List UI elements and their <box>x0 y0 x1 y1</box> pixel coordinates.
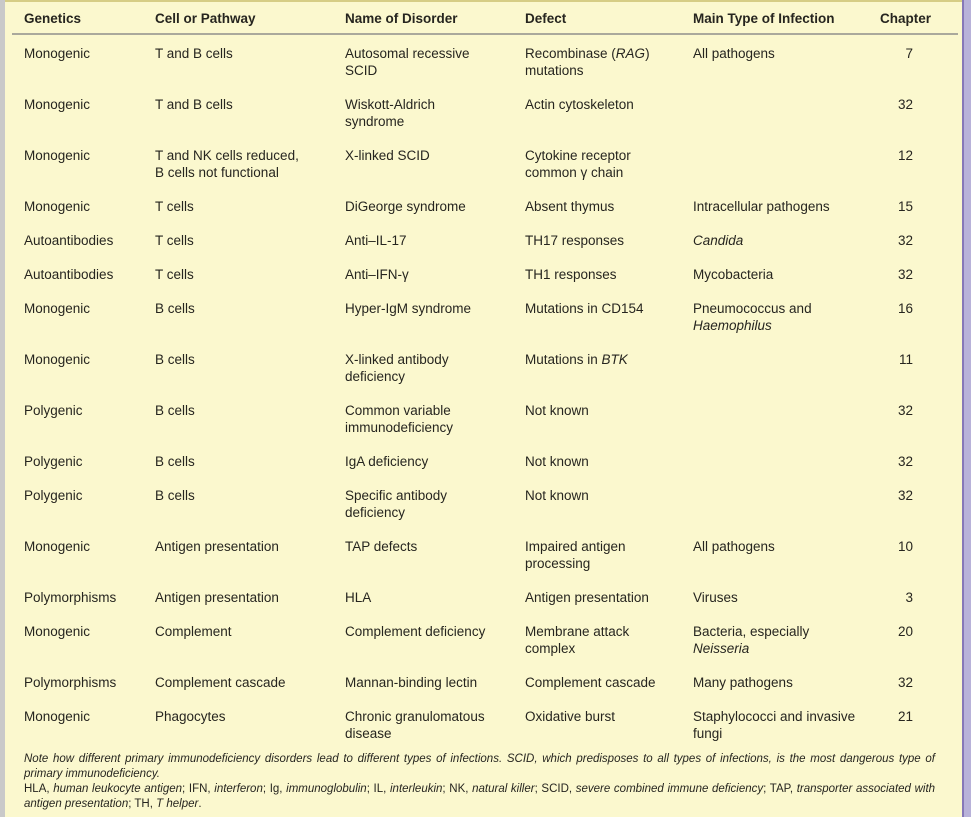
cell-genetics <box>12 436 155 470</box>
cell-line: Impaired antigen <box>525 539 626 554</box>
cell-line: Monogenic <box>24 148 91 163</box>
cell-disorder <box>345 249 525 283</box>
cell-cell-or-pathway <box>155 657 345 691</box>
cell-line: Pneumococcus and <box>693 301 812 316</box>
cell-line: Recombinase (RAG) <box>525 46 650 61</box>
cell-line: Antigen presentation <box>155 539 279 554</box>
cell-line: X-linked antibody <box>345 352 449 367</box>
cell-disorder <box>345 385 525 436</box>
cell-line: SCID <box>345 63 378 78</box>
italic-text: human leukocyte antigen <box>53 783 183 795</box>
immunodeficiency-disorders-table <box>12 2 958 742</box>
cell-infection <box>693 572 880 606</box>
table-row <box>12 215 958 249</box>
cell-defect <box>525 181 693 215</box>
cell-genetics <box>12 249 155 283</box>
cell-infection <box>693 79 880 130</box>
cell-genetics <box>12 34 155 79</box>
cell-chapter: 20 <box>897 624 913 639</box>
cell-chapter: 32 <box>897 488 913 503</box>
cell-genetics <box>12 606 155 657</box>
page-right-edge <box>962 0 971 817</box>
cell-cell-or-pathway <box>155 385 345 436</box>
table-row <box>12 79 958 130</box>
column-header-name-of-disorder: Name of Disorder <box>345 2 525 34</box>
cell-line: Common variable <box>345 403 451 418</box>
cell-line: DiGeorge syndrome <box>345 199 466 214</box>
italic-text: T helper <box>156 798 199 810</box>
cell-line: deficiency <box>345 505 406 520</box>
cell-line: T and B cells <box>155 46 233 61</box>
cell-cell-or-pathway <box>155 572 345 606</box>
column-header-main-type-of-infection: Main Type of Infection <box>693 2 880 34</box>
table-row <box>12 470 958 521</box>
cell-genetics <box>12 79 155 130</box>
cell-defect <box>525 436 693 470</box>
cell-line: Not known <box>525 488 589 503</box>
cell-defect <box>525 249 693 283</box>
cell-line: Monogenic <box>24 97 91 112</box>
cell-line: Cytokine receptor <box>525 148 631 163</box>
cell-line: All pathogens <box>693 46 775 61</box>
cell-line: T cells <box>155 199 194 214</box>
cell-disorder <box>345 215 525 249</box>
cell-defect <box>525 34 693 79</box>
cell-infection <box>693 249 880 283</box>
table-row <box>12 249 958 283</box>
cell-line: Phagocytes <box>155 709 226 724</box>
cell-line: Specific antibody <box>345 488 448 503</box>
cell-line: Mannan-binding lectin <box>345 675 478 690</box>
cell-line: Not known <box>525 454 589 469</box>
cell-line: Hyper-IgM syndrome <box>345 301 472 316</box>
table-row <box>12 657 958 691</box>
cell-chapter: 15 <box>897 199 913 214</box>
cell-line <box>693 640 870 657</box>
cell-line: Complement cascade <box>155 675 286 690</box>
cell-line: T cells <box>155 267 194 282</box>
cell-infection <box>693 691 880 742</box>
cell-disorder <box>345 436 525 470</box>
cell-defect <box>525 215 693 249</box>
cell-line: syndrome <box>345 114 405 129</box>
cell-line: B cells <box>155 301 195 316</box>
cell-infection <box>693 283 880 334</box>
cell-line: Monogenic <box>24 46 91 61</box>
table-body <box>12 34 958 742</box>
cell-line: disease <box>345 726 392 741</box>
cell-line: Anti–IFN-γ <box>345 267 409 282</box>
table-row <box>12 606 958 657</box>
cell-line: Intracellular pathogens <box>693 199 830 214</box>
italic-text: Neisseria <box>693 641 750 656</box>
cell-disorder <box>345 181 525 215</box>
cell-disorder <box>345 34 525 79</box>
table-row <box>12 691 958 742</box>
cell-line: TH1 responses <box>525 267 617 282</box>
cell-line: processing <box>525 556 591 571</box>
cell-line: Monogenic <box>24 709 91 724</box>
cell-infection <box>693 436 880 470</box>
cell-disorder <box>345 79 525 130</box>
cell-infection <box>693 657 880 691</box>
cell-line: Bacteria, especially <box>693 624 810 639</box>
cell-genetics <box>12 130 155 181</box>
cell-line: X-linked SCID <box>345 148 430 163</box>
italic-text: interleukin <box>390 783 443 795</box>
cell-genetics <box>12 470 155 521</box>
cell-disorder <box>345 691 525 742</box>
italic-text: severe combined immune deficiency <box>575 783 764 795</box>
italic-text: Haemophilus <box>693 318 772 333</box>
cell-line: Not known <box>525 403 589 418</box>
cell-chapter: 21 <box>897 709 913 724</box>
cell-chapter: 32 <box>897 267 913 282</box>
cell-infection <box>693 470 880 521</box>
cell-line: Actin cytoskeleton <box>525 97 634 112</box>
cell-cell-or-pathway <box>155 334 345 385</box>
cell-defect <box>525 283 693 334</box>
cell-disorder <box>345 606 525 657</box>
cell-cell-or-pathway <box>155 34 345 79</box>
cell-defect <box>525 691 693 742</box>
cell-line: Oxidative burst <box>525 709 616 724</box>
column-header-chapter: Chapter <box>880 2 958 34</box>
cell-disorder <box>345 657 525 691</box>
cell-genetics <box>12 334 155 385</box>
italic-text: RAG <box>615 46 646 61</box>
cell-line: Absent thymus <box>525 199 615 214</box>
cell-cell-or-pathway <box>155 79 345 130</box>
cell-genetics <box>12 521 155 572</box>
footnote-general-note: Note how different primary immunodeficiency disorders lead to different types of infections. SCID, which predisposes to all types of infections, is the most dangerous type of primary immunodeficiency. <box>24 753 935 780</box>
cell-cell-or-pathway <box>155 283 345 334</box>
cell-cell-or-pathway <box>155 606 345 657</box>
table-row <box>12 572 958 606</box>
italic-text: Candida <box>693 233 744 248</box>
cell-line: Polymorphisms <box>24 590 117 605</box>
cell-line <box>693 232 870 249</box>
cell-cell-or-pathway <box>155 521 345 572</box>
italic-text: interferon <box>214 783 263 795</box>
cell-line: Antigen presentation <box>155 590 279 605</box>
cell-line: Polygenic <box>24 488 83 503</box>
cell-disorder <box>345 572 525 606</box>
cell-line: Chronic granulomatous <box>345 709 485 724</box>
cell-chapter: 3 <box>905 590 913 605</box>
cell-line: B cells <box>155 403 195 418</box>
cell-line: deficiency <box>345 369 406 384</box>
table-row <box>12 334 958 385</box>
footnotes <box>24 752 935 812</box>
cell-genetics <box>12 181 155 215</box>
cell-line: Monogenic <box>24 199 91 214</box>
cell-chapter: 16 <box>897 301 913 316</box>
cell-line: Antigen presentation <box>525 590 649 605</box>
cell-defect <box>525 334 693 385</box>
table-row <box>12 283 958 334</box>
table-row <box>12 130 958 181</box>
cell-infection <box>693 385 880 436</box>
cell-line: Autoantibodies <box>24 233 114 248</box>
cell-line: Complement deficiency <box>345 624 486 639</box>
cell-infection <box>693 130 880 181</box>
cell-genetics <box>12 691 155 742</box>
cell-chapter: 32 <box>897 675 913 690</box>
cell-cell-or-pathway <box>155 470 345 521</box>
cell-line: All pathogens <box>693 539 775 554</box>
cell-line: Complement <box>155 624 232 639</box>
cell-defect <box>525 470 693 521</box>
footnote-abbreviations: HLA, human leukocyte antigen; IFN, interferon; Ig, immunoglobulin; IL, interleukin; NK, natural killer; SCID, severe combined immune deficiency; TAP, transporter associated with antigen presentation; TH, T helper. <box>24 783 936 810</box>
cell-disorder <box>345 334 525 385</box>
cell-genetics <box>12 215 155 249</box>
table-row <box>12 385 958 436</box>
cell-line: mutations <box>525 63 584 78</box>
cell-genetics <box>12 572 155 606</box>
cell-defect <box>525 385 693 436</box>
cell-line: B cells <box>155 454 195 469</box>
cell-line: Viruses <box>693 590 738 605</box>
table-header-row <box>12 2 958 34</box>
cell-chapter: 32 <box>897 97 913 112</box>
cell-line: Wiskott-Aldrich <box>345 97 436 112</box>
cell-line: IgA deficiency <box>345 454 429 469</box>
cell-line: B cells <box>155 488 195 503</box>
cell-defect <box>525 79 693 130</box>
cell-line: Mutations in BTK <box>525 352 628 367</box>
cell-genetics <box>12 657 155 691</box>
cell-cell-or-pathway <box>155 249 345 283</box>
cell-genetics <box>12 385 155 436</box>
cell-line: complex <box>525 641 576 656</box>
cell-infection <box>693 34 880 79</box>
cell-line: fungi <box>693 726 723 741</box>
cell-chapter: 11 <box>898 352 913 367</box>
cell-line: T cells <box>155 233 194 248</box>
cell-chapter: 32 <box>897 403 913 418</box>
cell-line: Mutations in CD154 <box>525 301 644 316</box>
column-header-defect: Defect <box>525 2 693 34</box>
cell-line: TAP defects <box>345 539 418 554</box>
cell-line: T and NK cells reduced, <box>155 148 299 163</box>
cell-defect <box>525 657 693 691</box>
cell-disorder <box>345 521 525 572</box>
cell-defect <box>525 130 693 181</box>
table-row <box>12 181 958 215</box>
cell-line: B cells not functional <box>155 165 279 180</box>
cell-infection <box>693 606 880 657</box>
cell-disorder <box>345 470 525 521</box>
cell-infection <box>693 521 880 572</box>
cell-chapter: 12 <box>897 148 913 163</box>
cell-cell-or-pathway <box>155 130 345 181</box>
cell-line: TH17 responses <box>525 233 625 248</box>
cell-line: B cells <box>155 352 195 367</box>
cell-chapter: 7 <box>905 46 913 61</box>
cell-cell-or-pathway <box>155 215 345 249</box>
cell-line: Mycobacteria <box>693 267 774 282</box>
cell-line: Staphylococci and invasive <box>693 709 856 724</box>
cell-line: HLA <box>345 590 372 605</box>
cell-cell-or-pathway <box>155 436 345 470</box>
cell-line: Monogenic <box>24 301 91 316</box>
cell-line: Autosomal recessive <box>345 46 470 61</box>
cell-disorder <box>345 130 525 181</box>
cell-line <box>693 317 870 334</box>
cell-defect <box>525 521 693 572</box>
cell-line: Monogenic <box>24 539 91 554</box>
cell-defect <box>525 572 693 606</box>
italic-text: transporter associated with antigen presentation <box>24 783 936 810</box>
cell-cell-or-pathway <box>155 181 345 215</box>
cell-line: Autoantibodies <box>24 267 114 282</box>
cell-cell-or-pathway <box>155 691 345 742</box>
cell-infection <box>693 181 880 215</box>
cell-infection <box>693 334 880 385</box>
cell-line: Complement cascade <box>525 675 656 690</box>
cell-line: T and B cells <box>155 97 233 112</box>
column-header-cell-or-pathway: Cell or Pathway <box>155 2 345 34</box>
cell-line: Monogenic <box>24 624 91 639</box>
cell-line: Anti–IL-17 <box>345 233 407 248</box>
table-row <box>12 436 958 470</box>
cell-line: Monogenic <box>24 352 91 367</box>
cell-line: Polygenic <box>24 403 83 418</box>
italic-text: immunoglobulin <box>286 783 367 795</box>
cell-genetics <box>12 283 155 334</box>
cell-infection <box>693 215 880 249</box>
italic-text: BTK <box>601 352 628 367</box>
table-content-area <box>5 2 960 812</box>
column-header-genetics: Genetics <box>12 2 155 34</box>
cell-chapter: 10 <box>897 539 913 554</box>
cell-line: Polygenic <box>24 454 83 469</box>
cell-disorder <box>345 283 525 334</box>
cell-line: common γ chain <box>525 165 624 180</box>
cell-line: Membrane attack <box>525 624 630 639</box>
cell-line: Many pathogens <box>693 675 793 690</box>
cell-chapter: 32 <box>897 454 913 469</box>
cell-line: Polymorphisms <box>24 675 117 690</box>
cell-defect <box>525 606 693 657</box>
cell-line: immunodeficiency <box>345 420 454 435</box>
cell-chapter: 32 <box>897 233 913 248</box>
table-row <box>12 34 958 79</box>
table-row <box>12 521 958 572</box>
italic-text: natural killer <box>472 783 535 795</box>
